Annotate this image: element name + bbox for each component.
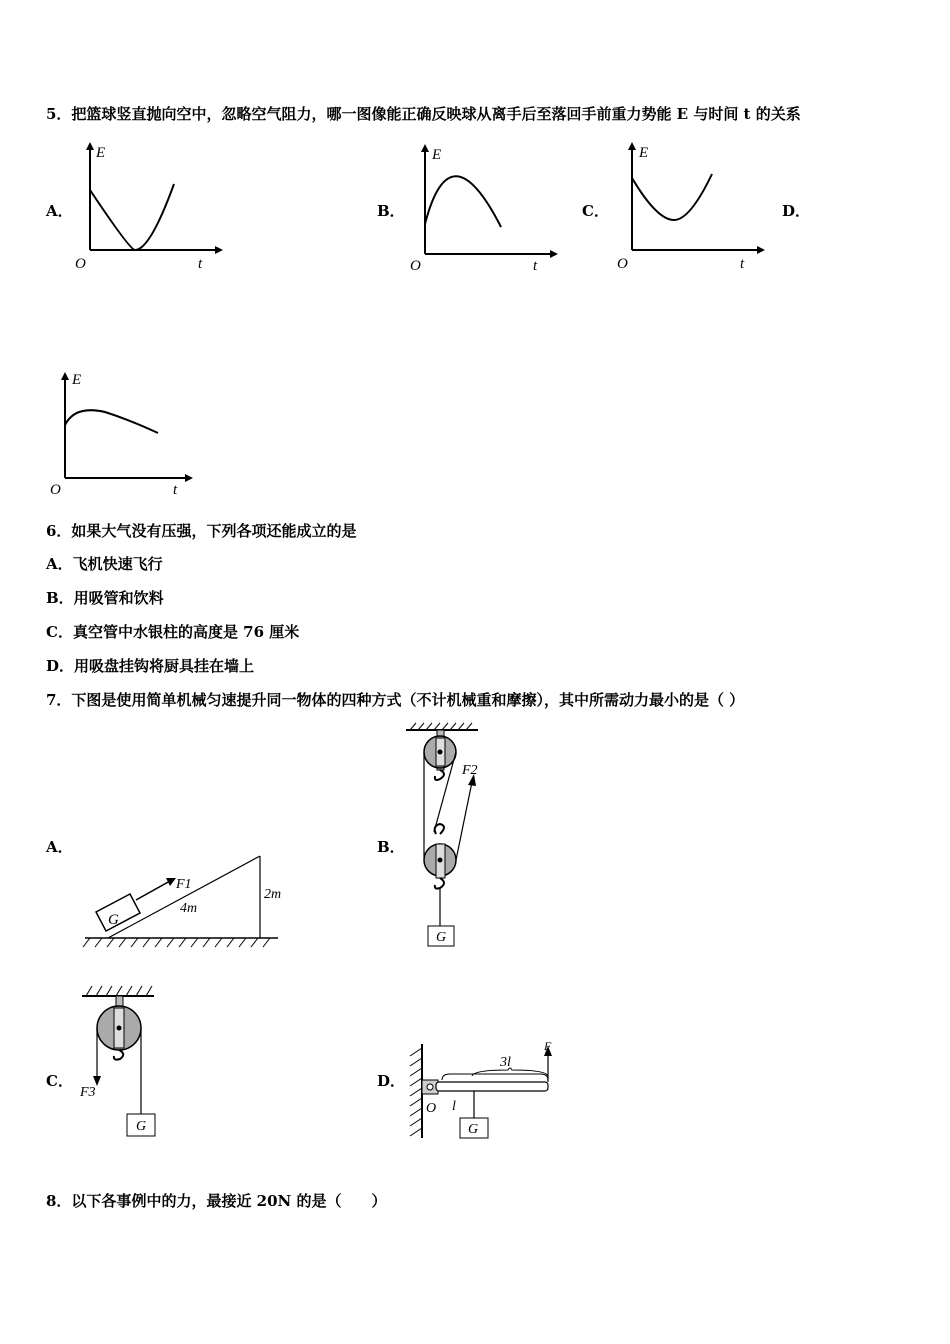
q7d-f-label: F <box>544 1039 552 1053</box>
q7-figure-b-pulley-block <box>400 722 520 952</box>
q7c-f3-label: F3 <box>80 1085 96 1100</box>
q7-option-b-label: B． <box>377 838 405 856</box>
q7-figure-d-lever <box>400 1038 570 1148</box>
q5-graph-a <box>70 140 230 275</box>
q5b-origin: O <box>410 258 421 274</box>
q7-option-d-label: D． <box>377 1072 406 1090</box>
q7a-g-label: G <box>108 912 119 928</box>
q5d-y-label: E <box>72 372 82 388</box>
q7c-g-label: G <box>136 1119 147 1134</box>
q5-text: 5．把篮球竖直抛向空中，忽略空气阻力，哪一图像能正确反映球从离手后至落回手前重力势能 E 与时间 t 的关系 <box>46 105 801 123</box>
q7-option-c-label: C． <box>46 1072 73 1090</box>
q5a-origin: O <box>75 256 86 272</box>
q7-text: 7．下图是使用简单机械匀速提升同一物体的四种方式（不计机械重和摩擦），其中所需动力最小的是（ ） <box>46 691 745 709</box>
q5a-x-label: t <box>198 256 203 272</box>
q5-option-a-label: A． <box>46 202 73 220</box>
q8-text: 8．以下各事例中的力，最接近 20N 的是（ ） <box>46 1192 387 1210</box>
q5b-y-label: E <box>432 147 442 163</box>
q5c-y-label: E <box>639 145 649 161</box>
q7a-f1-label: F1 <box>176 877 192 892</box>
q7b-f2-label: F2 <box>462 763 478 778</box>
q5-option-b-label: B． <box>377 202 405 220</box>
q6-option-b: B．用吸管和饮料 <box>46 589 164 607</box>
q7a-length-label: 4m <box>180 901 198 916</box>
q5d-origin: O <box>50 482 61 498</box>
q5-graph-c <box>612 140 772 275</box>
q5c-x-label: t <box>740 256 745 272</box>
q7-option-a-label: A． <box>46 838 73 856</box>
q5c-origin: O <box>617 256 628 272</box>
q7b-g-label: G <box>436 930 447 945</box>
q6-text: 6．如果大气没有压强，下列各项还能成立的是 <box>46 522 357 540</box>
q5a-y-label: E <box>96 145 106 161</box>
q5-graph-d <box>45 370 205 500</box>
q5-option-c-label: C． <box>582 202 609 220</box>
q5-option-d-label: D． <box>782 202 811 220</box>
q7a-height-label: 2m <box>264 887 282 902</box>
q6-option-c: C．真空管中水银柱的高度是 76 厘米 <box>46 623 300 641</box>
q7d-o-label: O <box>426 1101 437 1116</box>
q5-graph-b <box>405 142 565 277</box>
q7-figure-c-fixed-pulley <box>76 980 186 1145</box>
q5b-x-label: t <box>533 258 538 274</box>
q7d-3l-label: 3l <box>500 1055 511 1070</box>
q7-figure-a-incline <box>80 850 310 955</box>
q6-option-a: A．飞机快速飞行 <box>46 555 163 573</box>
q6-option-d: D．用吸盘挂钩将厨具挂在墙上 <box>46 657 255 675</box>
q7d-l-label: l <box>452 1099 456 1114</box>
q7d-g-label: G <box>468 1122 479 1137</box>
q5d-x-label: t <box>173 482 178 498</box>
